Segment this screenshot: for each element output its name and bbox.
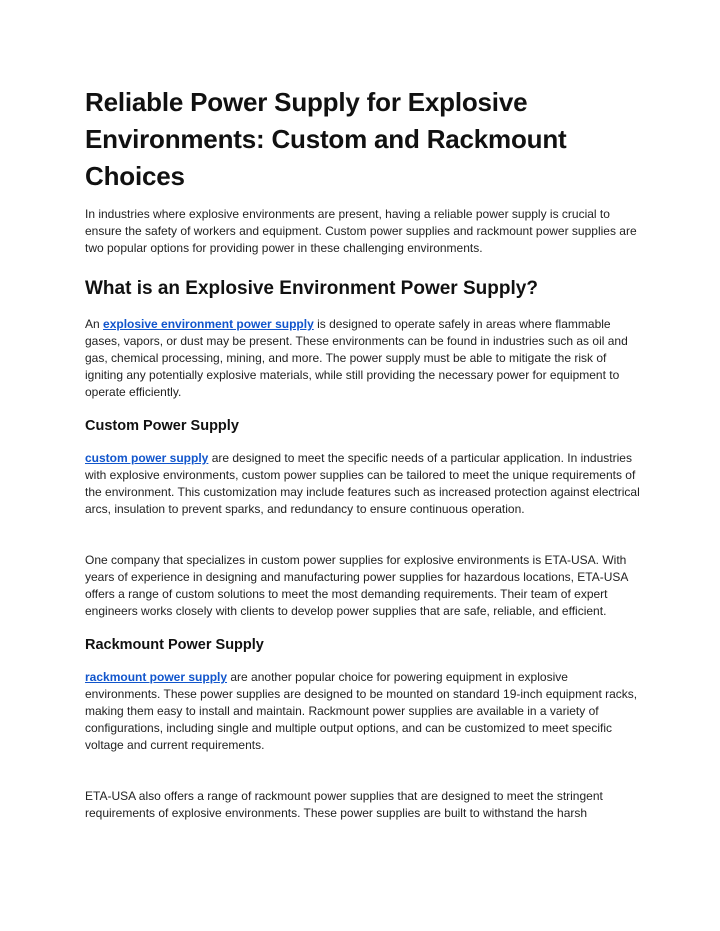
custom-power-supply-paragraph bbox=[85, 450, 641, 518]
rackmount-body-text: are another popular choice for powering equipment in explosive environments. These power supplies are designed to be mounted on standard 19-inch equipment racks, making them easy to install and maintain. Rackmount power supplies are available in a variety of configurations, including single and multiple output options, and can be customized to meet specific voltage and current requirements. bbox=[85, 670, 638, 752]
heading-rackmount-power-supply: Rackmount Power Supply bbox=[85, 637, 264, 653]
intro-paragraph: In industries where explosive environments are present, having a reliable power supply is crucial to ensure the safety of workers and equipment. Custom power supplies and rackmount power supplies are two popular options for providing power in these challenging environments. bbox=[85, 207, 637, 255]
heading-custom-power-supply: Custom Power Supply bbox=[85, 418, 239, 434]
explosive-environment-power-supply-link[interactable]: explosive environment power supply bbox=[103, 317, 314, 331]
explosive-body-text: is designed to operate safely in areas where flammable gases, vapors, or dust may be present. These environments can be found in industries such as oil and gas, chemical processing, mining, and more. The power supply must be able to mitigate the risk of igniting any potentially explosive materials, while still providing the necessary power for equipment to operate efficiently. bbox=[85, 317, 628, 399]
document-page bbox=[85, 84, 641, 822]
custom-body-text: are designed to meet the specific needs of a particular application. In industries with explosive environments, custom power supplies can be tailored to meet the unique requirements of the environment. This customization may include features such as increased protection against electrical arcs, insulation to prevent sparks, and redundancy to ensure continuous operation. bbox=[85, 451, 640, 516]
explosive-prefix-text: An bbox=[85, 317, 104, 331]
custom-power-supply-link[interactable]: custom power supply bbox=[85, 451, 209, 465]
heading-explosive-environment: What is an Explosive Environment Power Supply? bbox=[85, 278, 538, 299]
explosive-environment-paragraph bbox=[85, 316, 641, 401]
eta-usa-custom-paragraph: One company that specializes in custom power supplies for explosive environments is ETA-USA. With years of experience in designing and manufacturing power supplies for hazardous locations, ETA-USA offers a range of custom solutions to meet the most demanding requirements. Their team of expert engineers works closely with clients to develop power supplies that are safe, reliable, and efficient. bbox=[85, 553, 628, 618]
rackmount-power-supply-paragraph bbox=[85, 669, 641, 754]
document-title: Reliable Power Supply for Explosive Environments: Custom and Rackmount Choices bbox=[85, 87, 567, 191]
rackmount-power-supply-link[interactable]: rackmount power supply bbox=[85, 670, 228, 684]
eta-usa-rackmount-paragraph: ETA-USA also offers a range of rackmount power supplies that are designed to meet the stringent requirements of explosive environments. These power supplies are built to withstand the harsh bbox=[85, 789, 603, 820]
